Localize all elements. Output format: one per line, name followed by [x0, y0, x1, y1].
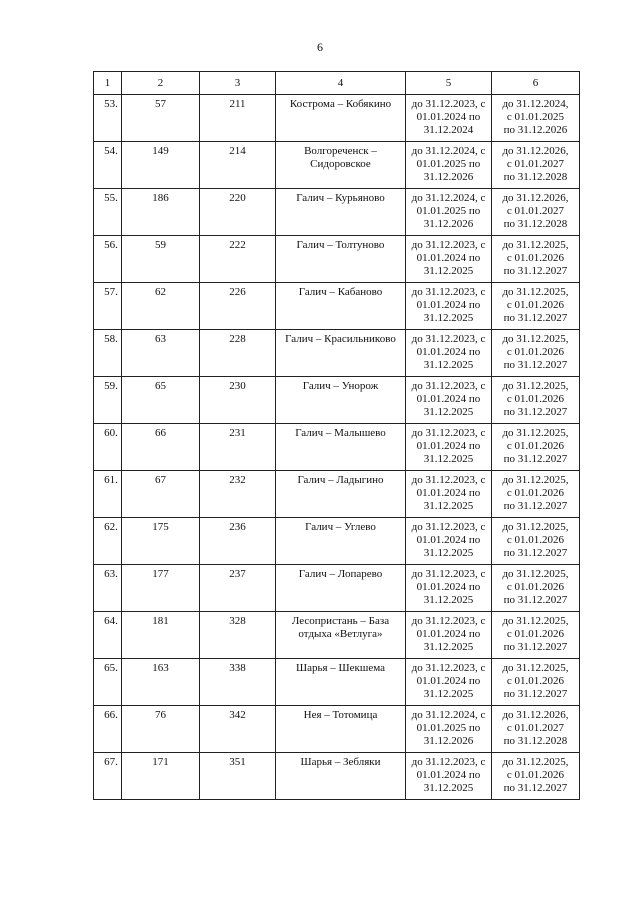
- table-row: [94, 706, 580, 753]
- col2-cell: 149: [122, 142, 200, 189]
- col2-cell: 57: [122, 95, 200, 142]
- col2-cell: 181: [122, 612, 200, 659]
- col3-cell: 214: [200, 142, 276, 189]
- route-name-cell: Нея – Тотомица: [276, 706, 406, 753]
- col3-cell: 220: [200, 189, 276, 236]
- period-cell: до 31.12.2023, с 01.01.2024 по 31.12.2025: [406, 471, 492, 518]
- col3-cell: 236: [200, 518, 276, 565]
- new-period-cell: до 31.12.2025, с 01.01.2026 по 31.12.2027: [492, 283, 580, 330]
- table-row: [94, 330, 580, 377]
- header-col-2: 2: [122, 72, 200, 95]
- col2-cell: 175: [122, 518, 200, 565]
- header-row: [94, 72, 580, 95]
- table-row: [94, 753, 580, 800]
- route-name-cell: Галич – Ладыгино: [276, 471, 406, 518]
- col3-cell: 342: [200, 706, 276, 753]
- col2-cell: 59: [122, 236, 200, 283]
- period-cell: до 31.12.2023, с 01.01.2024 по 31.12.2025: [406, 518, 492, 565]
- row-number-cell: 67.: [94, 753, 122, 800]
- col2-cell: 62: [122, 283, 200, 330]
- table-row: [94, 377, 580, 424]
- table-body: [94, 95, 580, 800]
- col2-cell: 63: [122, 330, 200, 377]
- period-cell: до 31.12.2023, с 01.01.2024 по 31.12.2025: [406, 424, 492, 471]
- col2-cell: 66: [122, 424, 200, 471]
- period-cell: до 31.12.2023, с 01.01.2024 по 31.12.2025: [406, 236, 492, 283]
- route-name-cell: Галич – Толтуново: [276, 236, 406, 283]
- col3-cell: 328: [200, 612, 276, 659]
- row-number-cell: 60.: [94, 424, 122, 471]
- row-number-cell: 66.: [94, 706, 122, 753]
- col3-cell: 230: [200, 377, 276, 424]
- header-col-3: 3: [200, 72, 276, 95]
- table-row: [94, 189, 580, 236]
- header-col-4: 4: [276, 72, 406, 95]
- col3-cell: 237: [200, 565, 276, 612]
- table-header: [94, 72, 580, 95]
- period-cell: до 31.12.2023, с 01.01.2024 по 31.12.2025: [406, 283, 492, 330]
- col3-cell: 232: [200, 471, 276, 518]
- row-number-cell: 54.: [94, 142, 122, 189]
- period-cell: до 31.12.2024, с 01.01.2025 по 31.12.2026: [406, 189, 492, 236]
- route-name-cell: Галич – Углево: [276, 518, 406, 565]
- col2-cell: 177: [122, 565, 200, 612]
- row-number-cell: 59.: [94, 377, 122, 424]
- route-name-cell: Лесопристань – База отдыха «Ветлуга»: [276, 612, 406, 659]
- table-row: [94, 424, 580, 471]
- period-cell: до 31.12.2023, с 01.01.2024 по 31.12.2025: [406, 565, 492, 612]
- route-name-cell: Шарья – Зебляки: [276, 753, 406, 800]
- table-row: [94, 612, 580, 659]
- new-period-cell: до 31.12.2026, с 01.01.2027 по 31.12.2028: [492, 142, 580, 189]
- period-cell: до 31.12.2023, с 01.01.2024 по 31.12.2025: [406, 330, 492, 377]
- col2-cell: 163: [122, 659, 200, 706]
- header-col-1: 1: [94, 72, 122, 95]
- row-number-cell: 56.: [94, 236, 122, 283]
- table-row: [94, 518, 580, 565]
- col2-cell: 186: [122, 189, 200, 236]
- row-number-cell: 65.: [94, 659, 122, 706]
- new-period-cell: до 31.12.2025, с 01.01.2026 по 31.12.2027: [492, 377, 580, 424]
- period-cell: до 31.12.2023, с 01.01.2024 по 31.12.2025: [406, 377, 492, 424]
- table-row: [94, 95, 580, 142]
- header-col-6: 6: [492, 72, 580, 95]
- new-period-cell: до 31.12.2025, с 01.01.2026 по 31.12.2027: [492, 236, 580, 283]
- row-number-cell: 62.: [94, 518, 122, 565]
- period-cell: до 31.12.2024, с 01.01.2025 по 31.12.2026: [406, 706, 492, 753]
- new-period-cell: до 31.12.2025, с 01.01.2026 по 31.12.2027: [492, 659, 580, 706]
- col2-cell: 171: [122, 753, 200, 800]
- route-name-cell: Кострома – Кобякино: [276, 95, 406, 142]
- route-name-cell: Галич – Курьяново: [276, 189, 406, 236]
- route-name-cell: Шарья – Шекшема: [276, 659, 406, 706]
- route-name-cell: Волгореченск – Сидоровское: [276, 142, 406, 189]
- col3-cell: 351: [200, 753, 276, 800]
- col2-cell: 76: [122, 706, 200, 753]
- row-number-cell: 53.: [94, 95, 122, 142]
- new-period-cell: до 31.12.2025, с 01.01.2026 по 31.12.2027: [492, 565, 580, 612]
- route-name-cell: Галич – Унорож: [276, 377, 406, 424]
- header-col-5: 5: [406, 72, 492, 95]
- route-name-cell: Галич – Лопарево: [276, 565, 406, 612]
- new-period-cell: до 31.12.2024, с 01.01.2025 по 31.12.2026: [492, 95, 580, 142]
- col3-cell: 231: [200, 424, 276, 471]
- new-period-cell: до 31.12.2025, с 01.01.2026 по 31.12.2027: [492, 753, 580, 800]
- table-row: [94, 659, 580, 706]
- route-name-cell: Галич – Красильниково: [276, 330, 406, 377]
- routes-table: [93, 71, 580, 800]
- row-number-cell: 64.: [94, 612, 122, 659]
- row-number-cell: 63.: [94, 565, 122, 612]
- row-number-cell: 61.: [94, 471, 122, 518]
- route-name-cell: Галич – Малышево: [276, 424, 406, 471]
- new-period-cell: до 31.12.2025, с 01.01.2026 по 31.12.2027: [492, 612, 580, 659]
- table-row: [94, 236, 580, 283]
- col3-cell: 211: [200, 95, 276, 142]
- row-number-cell: 55.: [94, 189, 122, 236]
- new-period-cell: до 31.12.2025, с 01.01.2026 по 31.12.2027: [492, 330, 580, 377]
- col3-cell: 338: [200, 659, 276, 706]
- table-row: [94, 283, 580, 330]
- new-period-cell: до 31.12.2026, с 01.01.2027 по 31.12.2028: [492, 706, 580, 753]
- new-period-cell: до 31.12.2025, с 01.01.2026 по 31.12.2027: [492, 424, 580, 471]
- period-cell: до 31.12.2023, с 01.01.2024 по 31.12.2025: [406, 659, 492, 706]
- new-period-cell: до 31.12.2026, с 01.01.2027 по 31.12.2028: [492, 189, 580, 236]
- table-row: [94, 142, 580, 189]
- col3-cell: 226: [200, 283, 276, 330]
- table-row: [94, 471, 580, 518]
- period-cell: до 31.12.2023, с 01.01.2024 по 31.12.2025: [406, 612, 492, 659]
- period-cell: до 31.12.2023, с 01.01.2024 по 31.12.2024: [406, 95, 492, 142]
- page-number: 6: [317, 40, 323, 54]
- col3-cell: 228: [200, 330, 276, 377]
- period-cell: до 31.12.2023, с 01.01.2024 по 31.12.2025: [406, 753, 492, 800]
- route-name-cell: Галич – Кабаново: [276, 283, 406, 330]
- row-number-cell: 57.: [94, 283, 122, 330]
- table-row: [94, 565, 580, 612]
- new-period-cell: до 31.12.2025, с 01.01.2026 по 31.12.2027: [492, 471, 580, 518]
- col3-cell: 222: [200, 236, 276, 283]
- col2-cell: 67: [122, 471, 200, 518]
- row-number-cell: 58.: [94, 330, 122, 377]
- col2-cell: 65: [122, 377, 200, 424]
- period-cell: до 31.12.2024, с 01.01.2025 по 31.12.2026: [406, 142, 492, 189]
- new-period-cell: до 31.12.2025, с 01.01.2026 по 31.12.2027: [492, 518, 580, 565]
